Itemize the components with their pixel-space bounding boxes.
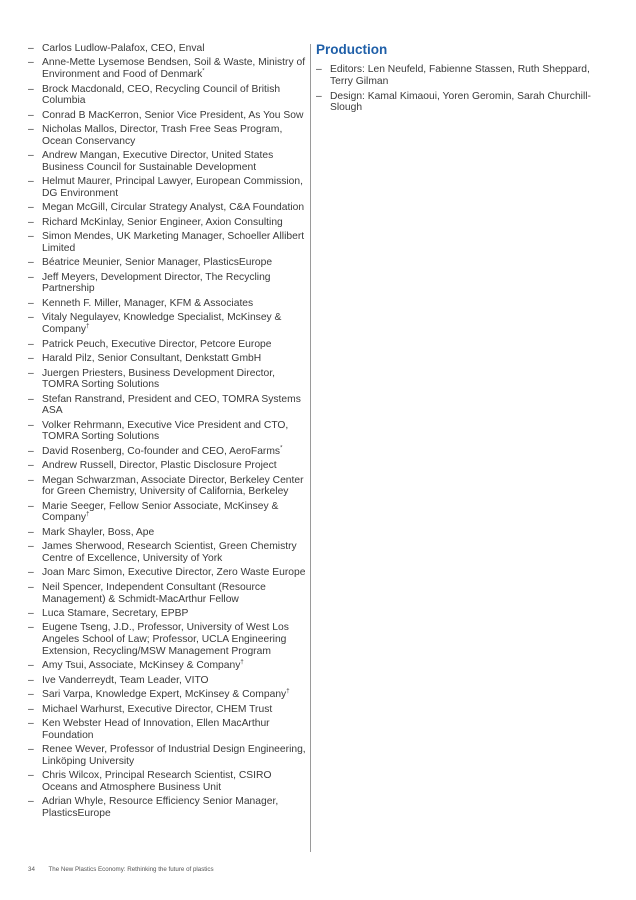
list-item: – Eugene Tseng, J.D., Professor, University of West Los Angeles School of Law; Professor, UCLA Engineering Extension, Recycling/MSW Management Program xyxy=(28,622,289,657)
contributor-entry: Eugene Tseng, J.D., Professor, University of West Los Angeles School of Law; Professor, UCLA Engineering Extension, Recycling/MSW Management Program xyxy=(42,622,289,657)
page-footer xyxy=(28,866,214,873)
list-item: – Neil Spencer, Independent Consultant (Resource Management) & Schmidt-MacArthur Fellow xyxy=(28,581,266,605)
footnote-mark: † xyxy=(86,323,90,330)
contributor-entry: Ken Webster Head of Innovation, Ellen MacArthur Foundation xyxy=(42,718,270,741)
list-item: – Anne-Mette Lysemose Bendsen, Soil & Waste, Ministry of Environment and Food of Denmark* xyxy=(28,57,306,81)
contributor-entry: Jeff Meyers, Development Director, The Recycling Partnership xyxy=(42,271,271,295)
footnote-mark: † xyxy=(86,511,90,518)
list-item: – Design: Kamal Kimaoui, Yoren Geromin, Sarah Churchill-Slough xyxy=(316,90,591,114)
list-item: – Renee Wever, Professor of Industrial Design Engineering, Linköping University xyxy=(28,744,306,767)
production-design: Design: Kamal Kimaoui, Yoren Geromin, Sarah Churchill-Slough xyxy=(330,90,591,114)
list-item: – Harald Pilz, Senior Consultant, Denkstatt GmbH xyxy=(28,353,262,365)
contributor-entry: Luca Stamare, Secretary, EPBP xyxy=(42,607,189,619)
list-item: – Luca Stamare, Secretary, EPBP xyxy=(28,607,189,619)
list-item: – Vitaly Negulayev, Knowledge Specialist, McKinsey & Company† xyxy=(28,312,282,336)
footnote-mark: * xyxy=(202,68,205,75)
list-item: – Andrew Russell, Director, Plastic Disclosure Project xyxy=(28,460,277,472)
contributor-entry: Patrick Peuch, Executive Director, Petcore Europe xyxy=(42,338,272,350)
contributors-list xyxy=(28,43,306,820)
list-item: – Kenneth F. Miller, Manager, KFM & Associates xyxy=(28,297,254,309)
list-item: – Stefan Ranstrand, President and CEO, TOMRA Systems ASA xyxy=(28,393,301,417)
list-item: – Amy Tsui, Associate, McKinsey & Company† xyxy=(28,659,244,672)
contributor-entry: Sari Varpa, Knowledge Expert, McKinsey & Company xyxy=(42,689,287,701)
contributor-entry: Andrew Russell, Director, Plastic Disclosure Project xyxy=(42,460,277,472)
contributor-entry: Béatrice Meunier, Senior Manager, PlasticsEurope xyxy=(42,257,273,269)
contributor-entry: Adrian Whyle, Resource Efficiency Senior Manager, PlasticsEurope xyxy=(42,796,279,819)
contributor-entry: Conrad B MacKerron, Senior Vice President, As You Sow xyxy=(42,109,304,121)
production-list xyxy=(316,64,606,114)
page-number: 34 xyxy=(28,866,35,873)
list-item: – David Rosenberg, Co-founder and CEO, AeroFarms* xyxy=(28,445,283,457)
list-item: – Mark Shayler, Boss, Ape xyxy=(28,526,155,538)
column-divider xyxy=(310,44,311,852)
contributor-entry: Kenneth F. Miller, Manager, KFM & Associates xyxy=(42,297,254,309)
contributor-entry: Simon Mendes, UK Marketing Manager, Schoeller Allibert Limited xyxy=(42,231,305,254)
contributor-entry: Michael Warhurst, Executive Director, CHEM Trust xyxy=(42,703,273,715)
list-item: – Marie Seeger, Fellow Senior Associate, McKinsey & Company† xyxy=(28,500,279,524)
contributor-entry: Megan Schwarzman, Associate Director, Berkeley Center for Green Chemistry, University of California, Berkeley xyxy=(42,474,304,498)
list-item: – Adrian Whyle, Resource Efficiency Senior Manager, PlasticsEurope xyxy=(28,796,279,819)
list-item: – Brock Macdonald, CEO, Recycling Council of British Columbia xyxy=(28,83,281,107)
list-item: – Volker Rehrmann, Executive Vice President and CTO, TOMRA Sorting Solutions xyxy=(28,419,289,443)
publication-title: The New Plastics Economy: Rethinking the future of plastics xyxy=(48,866,214,873)
production-column xyxy=(316,42,606,117)
list-item: – Megan McGill, Circular Strategy Analyst, C&A Foundation xyxy=(28,202,305,214)
contributor-entry: Harald Pilz, Senior Consultant, Denkstatt GmbH xyxy=(42,353,262,365)
contributor-entry: Carlos Ludlow-Palafox, CEO, Enval xyxy=(42,43,205,54)
list-item: – Ken Webster Head of Innovation, Ellen MacArthur Foundation xyxy=(28,718,270,741)
contributor-entry: Andrew Mangan, Executive Director, United States Business Council for Sustainable Development xyxy=(42,150,274,173)
list-item: – Nicholas Mallos, Director, Trash Free Seas Program, Ocean Conservancy xyxy=(28,124,283,147)
contributor-entry: Megan McGill, Circular Strategy Analyst, C&A Foundation xyxy=(42,202,305,214)
list-item: – Andrew Mangan, Executive Director, United States Business Council for Sustainable Development xyxy=(28,150,274,173)
list-item: – Carlos Ludlow-Palafox, CEO, Enval xyxy=(28,43,205,54)
list-item: – Megan Schwarzman, Associate Director, Berkeley Center for Green Chemistry, University of California, Berkeley xyxy=(28,474,304,498)
list-item: – Michael Warhurst, Executive Director, CHEM Trust xyxy=(28,703,273,715)
list-item: – Chris Wilcox, Principal Research Scientist, CSIRO Oceans and Atmosphere Business Unit xyxy=(28,770,272,793)
contributor-entry: Volker Rehrmann, Executive Vice President and CTO, TOMRA Sorting Solutions xyxy=(42,419,289,443)
contributor-entry: Neil Spencer, Independent Consultant (Resource Management) & Schmidt-MacArthur Fellow xyxy=(42,581,266,605)
contributor-entry: Joan Marc Simon, Executive Director, Zero Waste Europe xyxy=(42,567,306,579)
contributor-entry: Helmut Maurer, Principal Lawyer, European Commission, DG Environment xyxy=(42,176,303,199)
contributor-entry: Marie Seeger, Fellow Senior Associate, McKinsey & Company xyxy=(42,500,279,524)
footnote-mark: † xyxy=(286,688,290,695)
contributor-entry: Brock Macdonald, CEO, Recycling Council of British Columbia xyxy=(42,83,281,107)
contributor-entry: Richard McKinlay, Senior Engineer, Axion Consulting xyxy=(42,216,283,228)
contributor-entry: James Sherwood, Research Scientist, Green Chemistry Centre of Excellence, University of York xyxy=(42,541,297,564)
contributor-entry: Juergen Priesters, Business Development Director, TOMRA Sorting Solutions xyxy=(42,367,275,391)
footnote-mark: * xyxy=(280,445,283,452)
contributor-entry: Chris Wilcox, Principal Research Scientist, CSIRO Oceans and Atmosphere Business Unit xyxy=(42,770,272,793)
contributor-entry: Stefan Ranstrand, President and CEO, TOMRA Systems ASA xyxy=(42,393,301,417)
list-item: – Helmut Maurer, Principal Lawyer, European Commission, DG Environment xyxy=(28,176,303,199)
contributor-entry: Ive Vanderreydt, Team Leader, VITO xyxy=(42,674,209,686)
list-item: – Editors: Len Neufeld, Fabienne Stassen, Ruth Sheppard, Terry Gilman xyxy=(316,64,590,87)
list-item: – Simon Mendes, UK Marketing Manager, Schoeller Allibert Limited xyxy=(28,231,305,254)
list-item: – Juergen Priesters, Business Development Director, TOMRA Sorting Solutions xyxy=(28,367,275,391)
list-item: – Sari Varpa, Knowledge Expert, McKinsey & Company† xyxy=(28,688,290,701)
list-item: – Ive Vanderreydt, Team Leader, VITO xyxy=(28,674,209,686)
contributor-entry: Renee Wever, Professor of Industrial Design Engineering, Linköping University xyxy=(42,744,306,767)
production-heading: Production xyxy=(316,42,388,57)
contributor-entry: Vitaly Negulayev, Knowledge Specialist, McKinsey & Company xyxy=(42,312,282,336)
production-editors: Editors: Len Neufeld, Fabienne Stassen, Ruth Sheppard, Terry Gilman xyxy=(330,64,590,87)
contributors-column xyxy=(28,43,306,822)
contributor-entry: Amy Tsui, Associate, McKinsey & Company xyxy=(42,660,241,672)
list-item: – Joan Marc Simon, Executive Director, Zero Waste Europe xyxy=(28,567,306,579)
contributor-entry: Mark Shayler, Boss, Ape xyxy=(42,526,155,538)
contributor-entry: David Rosenberg, Co-founder and CEO, AeroFarms xyxy=(42,445,281,457)
list-item: – Jeff Meyers, Development Director, The Recycling Partnership xyxy=(28,271,271,295)
contributor-entry: Anne-Mette Lysemose Bendsen, Soil & Waste, Ministry of Environment and Food of Denmark xyxy=(42,57,306,81)
list-item: – Conrad B MacKerron, Senior Vice President, As You Sow xyxy=(28,109,304,121)
list-item: – James Sherwood, Research Scientist, Green Chemistry Centre of Excellence, University of York xyxy=(28,541,297,564)
list-item: – Richard McKinlay, Senior Engineer, Axion Consulting xyxy=(28,216,283,228)
footnote-mark: † xyxy=(240,659,244,666)
contributor-entry: Nicholas Mallos, Director, Trash Free Seas Program, Ocean Conservancy xyxy=(42,124,283,147)
list-item: – Béatrice Meunier, Senior Manager, PlasticsEurope xyxy=(28,257,273,269)
list-item: – Patrick Peuch, Executive Director, Petcore Europe xyxy=(28,338,272,350)
